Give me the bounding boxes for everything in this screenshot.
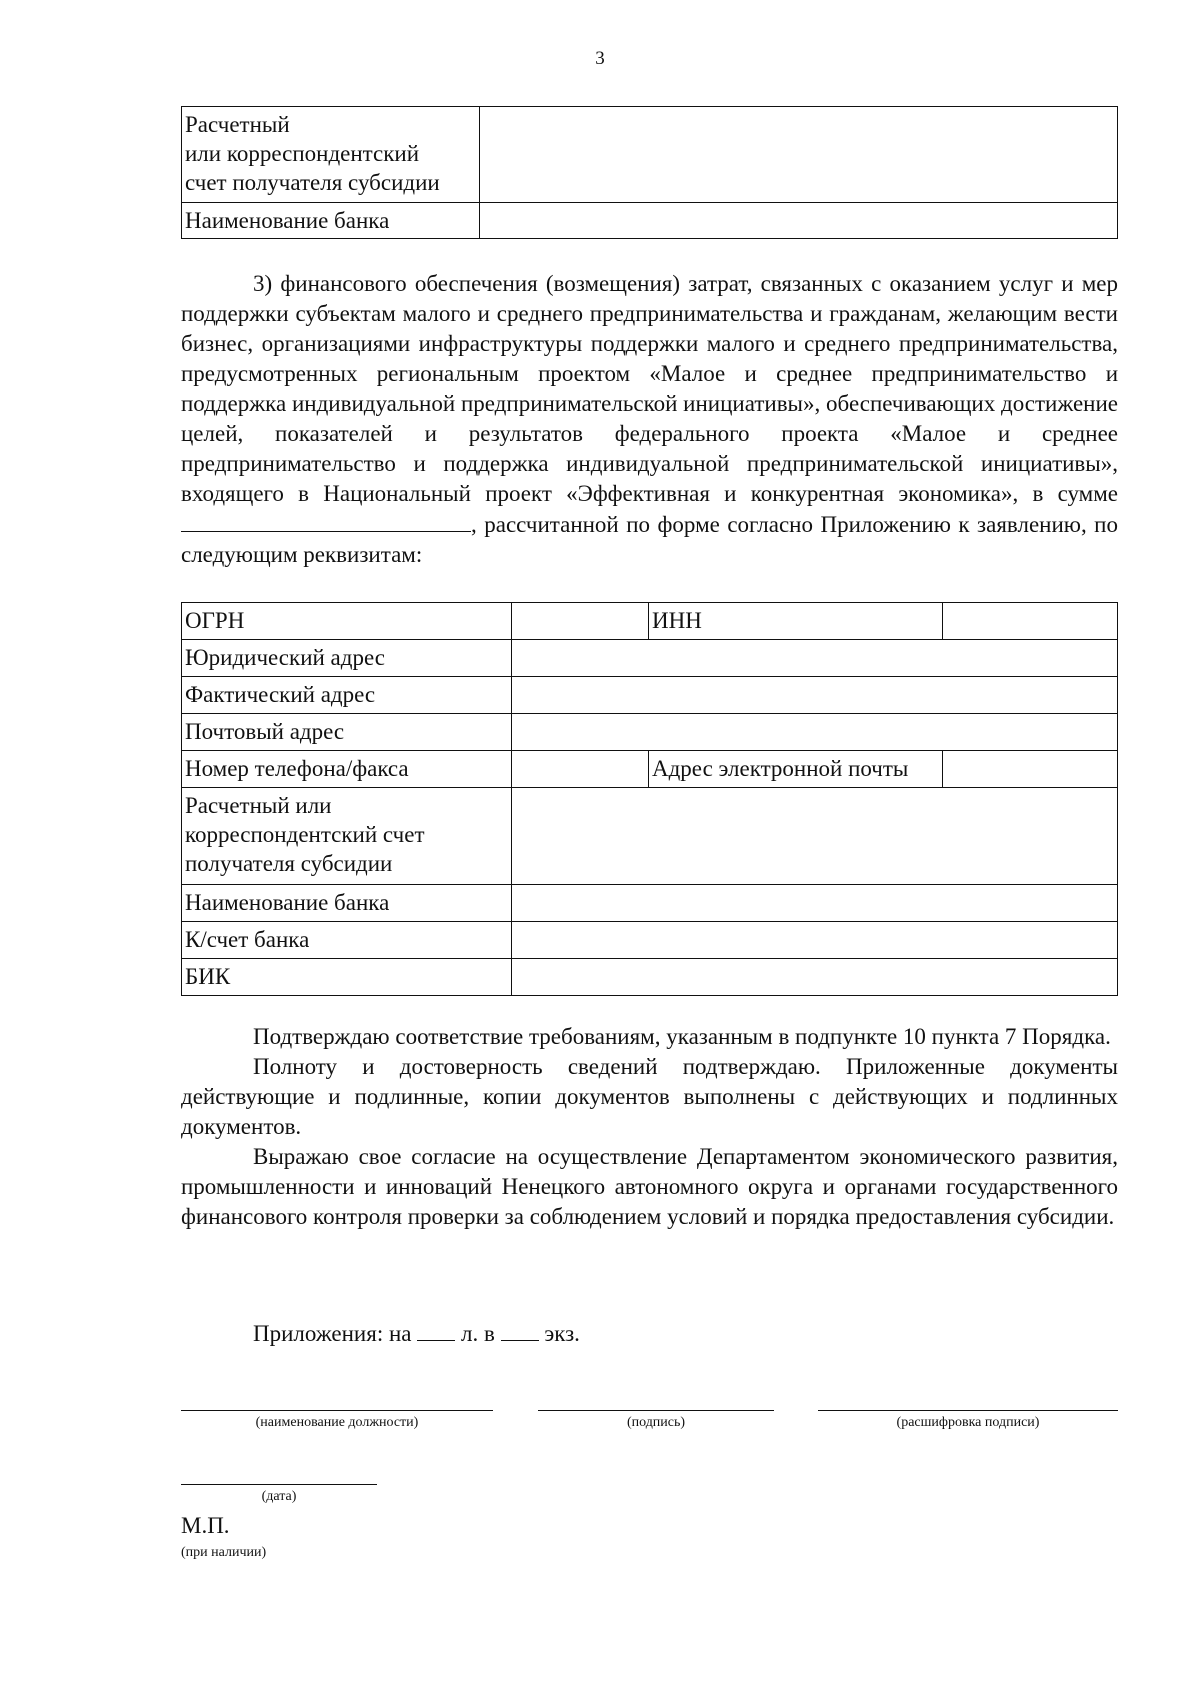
ogrn-value-cell[interactable] xyxy=(512,603,649,640)
corr-account-value-cell[interactable] xyxy=(512,922,1118,959)
position-line[interactable] xyxy=(181,1410,493,1411)
attachments-line xyxy=(253,1318,580,1349)
email-label: Адрес электронной почты xyxy=(652,756,909,781)
email-label-cell xyxy=(649,751,943,788)
date-line[interactable] xyxy=(181,1484,377,1485)
bank-name-label-cell xyxy=(182,203,480,239)
amount-blank[interactable] xyxy=(181,509,471,532)
copies-count-blank[interactable] xyxy=(501,1318,539,1341)
bank-label-cell xyxy=(182,885,512,922)
signature-line[interactable] xyxy=(538,1410,774,1411)
section-3-text-after: , рассчитанной по форме согласно Приложению к заявлению, по следующим реквизитам: xyxy=(181,512,1118,567)
attachments-sheets: л. в xyxy=(460,1321,495,1346)
bank-label: Наименование банка xyxy=(185,890,390,915)
legal-address-label: Юридический адрес xyxy=(185,645,385,670)
section-3-text: 3) финансового обеспечения (возмещения) затрат, связанных с оказанием услуг и мер поддержки субъектам малого и среднего предпринимательства и гражданам, желающим вести бизнес, организациями инфраструктуры поддержки малого и среднего предпринимательства, предусмотренных региональным проектом «Малое и среднее предпринимательство и поддержка индивидуальной предпринимательской инициативы», обеспечивающих достижение целей, показателей и результатов федерального проекта «Малое и среднее предпринимательство и поддержка индивидуальной предпринимательской инициативы», входящего в Национальный проект «Эффективная и конкурентная экономика», в сумме xyxy=(181,271,1118,506)
account-label-cell xyxy=(182,107,480,203)
corr-account-label-cell xyxy=(182,922,512,959)
email-value-cell[interactable] xyxy=(943,751,1118,788)
top-requisites-table xyxy=(181,106,1118,239)
inn-label: ИНН xyxy=(652,608,702,633)
ogrn-label-cell xyxy=(182,603,512,640)
bik-value-cell[interactable] xyxy=(512,959,1118,996)
confirmation-block xyxy=(181,1022,1118,1232)
signature-caption: (подпись) xyxy=(626,1415,686,1430)
stamp-label: М.П. xyxy=(181,1513,230,1538)
bank-name-value-cell[interactable] xyxy=(480,203,1118,239)
requisites-table xyxy=(181,602,1118,996)
bik-label: БИК xyxy=(185,964,231,989)
decoding-caption: (расшифровка подписи) xyxy=(896,1415,1040,1430)
inn-label-cell xyxy=(649,603,943,640)
position-caption: (наименование должности) xyxy=(255,1415,419,1430)
statement-consent: Выражаю свое согласие на осуществление Департаментом экономического развития, промышленности и инноваций Ненецкого автономного округа и органами государственного финансового контроля проверки за соблюдением условий и порядка предоставления субсидии. xyxy=(181,1144,1118,1229)
corr-account-label: К/счет банка xyxy=(185,927,310,952)
legal-address-value-cell[interactable] xyxy=(512,640,1118,677)
subsidy-account-label: Расчетный или корреспондентский счет получателя субсидии xyxy=(185,793,425,876)
account-value-cell[interactable] xyxy=(480,107,1118,203)
section-3-paragraph xyxy=(181,269,1118,570)
date-caption: (дата) xyxy=(261,1489,297,1504)
attachments-prefix: Приложения: на xyxy=(253,1321,412,1346)
actual-address-label: Фактический адрес xyxy=(185,682,376,707)
statement-requirements: Подтверждаю соответствие требованиям, указанным в подпункте 10 пункта 7 Порядка. xyxy=(253,1024,1111,1049)
bank-value-cell[interactable] xyxy=(512,885,1118,922)
subsidy-account-label-cell xyxy=(182,788,512,885)
ogrn-label: ОГРН xyxy=(185,608,245,633)
phone-label: Номер телефона/факса xyxy=(185,756,409,781)
sheets-count-blank[interactable] xyxy=(417,1318,455,1341)
decoding-line[interactable] xyxy=(818,1410,1118,1411)
legal-address-label-cell xyxy=(182,640,512,677)
phone-value-cell[interactable] xyxy=(512,751,649,788)
postal-address-value-cell[interactable] xyxy=(512,714,1118,751)
page-number: 3 xyxy=(595,48,605,69)
account-label: Расчетный или корреспондентский счет получателя субсидии xyxy=(185,112,440,195)
inn-value-cell[interactable] xyxy=(943,603,1118,640)
actual-address-label-cell xyxy=(182,677,512,714)
statement-completeness: Полноту и достоверность сведений подтверждаю. Приложенные документы действующие и подлинные, копии документов выполнены с действующих и подлинных документов. xyxy=(181,1054,1118,1139)
subsidy-account-value-cell[interactable] xyxy=(512,788,1118,885)
phone-label-cell xyxy=(182,751,512,788)
attachments-copies: экз. xyxy=(544,1321,580,1346)
bank-name-label: Наименование банка xyxy=(185,208,390,233)
postal-address-label: Почтовый адрес xyxy=(185,719,345,744)
postal-address-label-cell xyxy=(182,714,512,751)
actual-address-value-cell[interactable] xyxy=(512,677,1118,714)
stamp-note: (при наличии) xyxy=(181,1545,267,1560)
bik-label-cell xyxy=(182,959,512,996)
